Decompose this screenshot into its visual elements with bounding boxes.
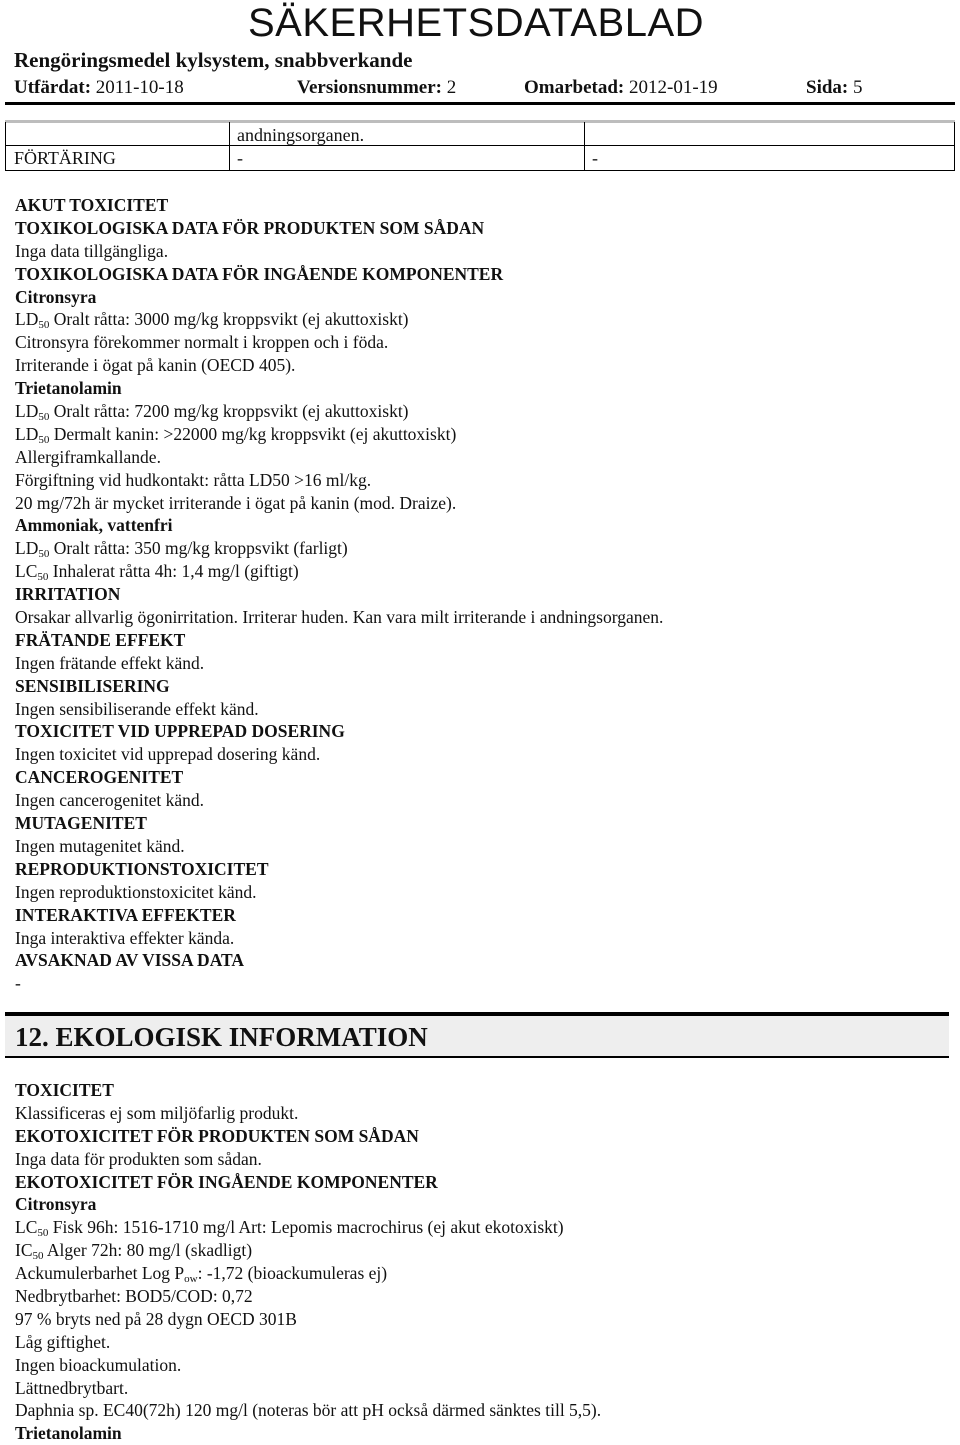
text-line: 20 mg/72h är mycket irriterande i ögat på kanin (mod. Draize). bbox=[15, 492, 457, 513]
text-line: 97 % bryts ned på 28 dygn OECD 301B bbox=[15, 1308, 297, 1329]
text-line: Irriterande i ögat på kanin (OECD 405). bbox=[15, 355, 296, 376]
text-line: Låg giftighet. bbox=[15, 1331, 111, 1352]
text-line: Inga data tillgängliga. bbox=[15, 240, 169, 261]
table-right-border bbox=[954, 122, 955, 170]
text-line: Inga interaktiva effekter kända. bbox=[15, 927, 235, 948]
heading: MUTAGENITET bbox=[15, 813, 147, 834]
document-title: SÄKERHETSDATABLAD bbox=[248, 1, 705, 45]
issued-label: Utfärdat: bbox=[14, 77, 92, 98]
component-name: Trietanolamin bbox=[15, 1423, 122, 1444]
table-col-divider bbox=[229, 122, 230, 170]
text-line: Allergiframkallande. bbox=[15, 446, 161, 467]
heading: CANCEROGENITET bbox=[15, 767, 184, 788]
issued-value: 2011-10-18 bbox=[95, 77, 184, 98]
page-label: Sida: bbox=[806, 77, 849, 98]
text-line: $LD_{50}$ Oralt råtta: 350 mg/kg kroppsvikt (farligt) bbox=[15, 538, 348, 561]
text-line: $LC_{50}$ Fisk 96h: 1516-1710 mg/l Art: Lepomis macrochirus (ej akut ekotoxiskt) bbox=[15, 1217, 564, 1240]
section-header-box bbox=[5, 1012, 949, 1058]
text-line: Orsakar allvarlig ögonirritation. Irriterar huden. Kan vara milt irriterande i andningsorganen. bbox=[15, 607, 664, 628]
text-line: Inga data för produkten som sådan. bbox=[15, 1148, 262, 1169]
version-number bbox=[297, 76, 456, 100]
page-number bbox=[806, 76, 863, 100]
text-line: Ingen frätande effekt känd. bbox=[15, 652, 205, 673]
text-line: - bbox=[15, 973, 21, 994]
table-left-border bbox=[5, 122, 6, 170]
text-line: Förgiftning vid hudkontakt: råtta LD50 >16 ml/kg. bbox=[15, 469, 372, 490]
text-line: Citronsyra förekommer normalt i kroppen och i föda. bbox=[15, 332, 389, 353]
text-line: $LC_{50}$ Inhalerat råtta 4h: 1,4 mg/l (giftigt) bbox=[15, 561, 299, 584]
text-line: Ingen bioackumulation. bbox=[15, 1354, 182, 1375]
table-cell: FÖRTÄRING bbox=[14, 148, 116, 168]
ecology-section bbox=[15, 1079, 945, 1445]
table-cell: - bbox=[592, 148, 598, 168]
heading: INTERAKTIVA EFFEKTER bbox=[15, 904, 236, 925]
text-line: Ingen reproduktionstoxicitet känd. bbox=[15, 881, 257, 902]
text-line: $LD_{50}$ Dermalt kanin: >22000 mg/kg kroppsvikt (ej akuttoxiskt) bbox=[15, 423, 457, 446]
section-title: 12. EKOLOGISK INFORMATION bbox=[15, 1022, 428, 1052]
table-cell: - bbox=[237, 148, 243, 168]
heading: FRÄTANDE EFFEKT bbox=[15, 629, 186, 650]
text-line: Daphnia sp. EC40(72h) 120 mg/l (noteras bör att pH också därmed sänktes till 5,5). bbox=[15, 1400, 602, 1421]
text-line: Ingen cancerogenitet känd. bbox=[15, 790, 205, 811]
component-name: Ammoniak, vattenfri bbox=[15, 515, 173, 536]
revised-value: 2012-01-19 bbox=[629, 77, 718, 98]
heading: TOXICITET VID UPPREPAD DOSERING bbox=[15, 721, 345, 742]
text-line: $LD_{50}$ Oralt råtta: 7200 mg/kg kroppsvikt (ej akuttoxiskt) bbox=[15, 401, 409, 424]
text-line: Ingen sensibiliserande effekt känd. bbox=[15, 698, 259, 719]
heading: AVSAKNAD AV VISSA DATA bbox=[15, 950, 245, 971]
toxicology-section bbox=[15, 194, 945, 995]
issued-date bbox=[14, 76, 184, 100]
table-cell: andningsorganen. bbox=[237, 125, 365, 145]
text-line: Klassificeras ej som miljöfarlig produkt. bbox=[15, 1102, 299, 1123]
component-name: Citronsyra bbox=[15, 1194, 97, 1215]
header-rule bbox=[5, 102, 955, 105]
heading: IRRITATION bbox=[15, 584, 121, 605]
version-label: Versionsnummer: bbox=[297, 77, 442, 98]
revised-label: Omarbetad: bbox=[524, 77, 625, 98]
page-value: 5 bbox=[853, 77, 863, 98]
heading: TOXIKOLOGISKA DATA FÖR PRODUKTEN SOM SÅDAN bbox=[15, 217, 485, 238]
component-name: Citronsyra bbox=[15, 286, 97, 307]
heading: SENSIBILISERING bbox=[15, 675, 170, 696]
heading: REPRODUKTIONSTOXICITET bbox=[15, 858, 269, 879]
heading: TOXICITET bbox=[15, 1080, 114, 1100]
header-shade bbox=[5, 120, 955, 123]
text-line: Ingen toxicitet vid upprepad dosering känd. bbox=[15, 744, 321, 765]
product-name: Rengöringsmedel kylsystem, snabbverkande bbox=[14, 48, 413, 72]
text-line: Nedbrytbarhet: BOD5/COD: 0,72 bbox=[15, 1286, 253, 1307]
text-line: Ackumulerbarhet Log $P_{ow}$: -1,72 (bioackumuleras ej) bbox=[15, 1263, 388, 1286]
table-col-divider bbox=[584, 122, 585, 170]
component-name: Trietanolamin bbox=[15, 378, 122, 399]
text-line: Ingen mutagenitet känd. bbox=[15, 835, 185, 856]
revised-date bbox=[524, 76, 718, 100]
table-row-divider bbox=[5, 145, 955, 146]
version-value: 2 bbox=[446, 77, 457, 98]
table-bottom-border bbox=[5, 170, 955, 171]
text-line: $IC_{50}$ Alger 72h: 80 mg/l (skadligt) bbox=[15, 1240, 253, 1263]
text-line: $LD_{50}$ Oralt råtta: 3000 mg/kg kroppsvikt (ej akuttoxiskt) bbox=[15, 309, 409, 332]
heading: TOXIKOLOGISKA DATA FÖR INGÅENDE KOMPONENTER bbox=[15, 263, 504, 284]
heading: AKUT TOXICITET bbox=[15, 195, 169, 215]
text-line: Lättnedbrytbart. bbox=[15, 1377, 129, 1398]
heading: EKOTOXICITET FÖR PRODUKTEN SOM SÅDAN bbox=[15, 1125, 419, 1146]
heading: EKOTOXICITET FÖR INGÅENDE KOMPONENTER bbox=[15, 1171, 438, 1192]
